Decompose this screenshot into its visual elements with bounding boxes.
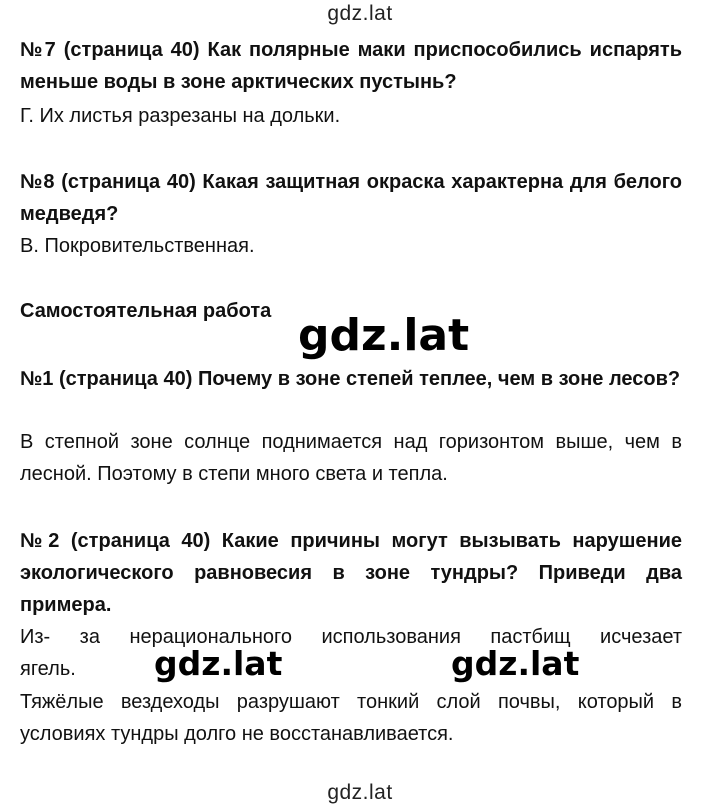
answer-s2-line1: Из- за нерационального использования пастбищ исчезает xyxy=(20,626,682,648)
section-title: Самостоятельная работа xyxy=(20,300,272,322)
question-8: №8 (страница 40) Какая защитная окраска характерна для белого медведя? xyxy=(20,171,682,225)
answer-s1: В степной зоне солнце поднимается над горизонтом выше, чем в лесной. Поэтому в степи много света и тепла. xyxy=(20,431,682,485)
answer-8: В. Покровительственная. xyxy=(20,235,255,257)
answer-s2-second: Тяжёлые вездеходы разрушают тонкий слой почвы, который в условиях тундры долго не восстанавливается. xyxy=(20,691,682,745)
question-s2: №2 (страница 40) Какие причины могут вызывать нарушение экологического равновесия в зоне тундры? Приведи два примера. xyxy=(20,530,682,616)
watermark-top: gdz.lat xyxy=(327,2,393,25)
watermark-middle: gdz.lat xyxy=(298,310,470,361)
question-s1: №1 (страница 40) Почему в зоне степей теплее, чем в зоне лесов? xyxy=(20,368,681,390)
question-7: №7 (страница 40) Как полярные маки приспособились испарять меньше воды в зоне арктических пустынь? xyxy=(20,39,682,93)
watermark-bottom: gdz.lat xyxy=(327,781,393,804)
answer-7: Г. Их листья разрезаны на дольки. xyxy=(20,105,341,127)
watermark-right: gdz.lat xyxy=(451,644,580,683)
watermark-left: gdz.lat xyxy=(154,644,283,683)
answer-s2-line2: ягель. xyxy=(20,658,76,680)
